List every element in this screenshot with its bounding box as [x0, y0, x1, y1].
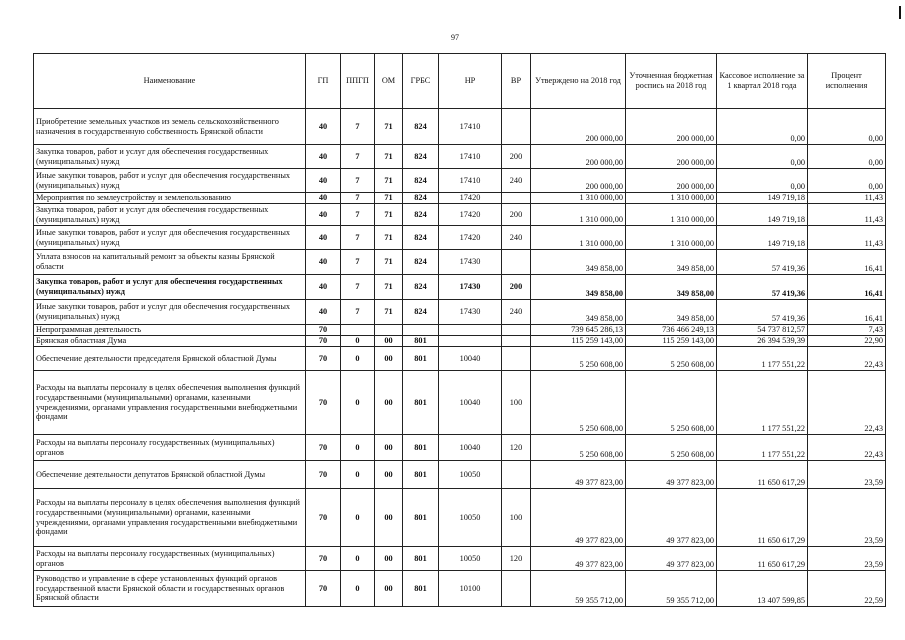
cell-approved: 200 000,00	[531, 109, 626, 145]
cell-vr: 240	[502, 300, 531, 325]
header-cash: Кассовое исполнение за 1 квартал 2018 года	[717, 54, 808, 109]
cell-grbs: 824	[403, 250, 439, 275]
table-row	[34, 275, 886, 300]
table-body	[34, 109, 886, 607]
cell-ppgp: 0	[341, 435, 375, 461]
cell-om: 00	[375, 547, 403, 571]
cell-vr	[502, 109, 531, 145]
cell-clarified: 349 858,00	[626, 275, 717, 300]
cell-vr: 100	[502, 489, 531, 547]
cell-om: 71	[375, 193, 403, 204]
cell-clarified: 49 377 823,00	[626, 489, 717, 547]
cell-gp: 40	[306, 250, 341, 275]
table-row	[34, 109, 886, 145]
cell-ppgp: 0	[341, 461, 375, 489]
cell-om: 71	[375, 145, 403, 169]
cell-np: 10040	[439, 371, 502, 435]
cell-percent: 16,41	[808, 275, 886, 300]
cell-ppgp: 7	[341, 109, 375, 145]
cell-name: Закупка товаров, работ и услуг для обеспечения государственных (муниципальных) нужд	[34, 145, 306, 169]
cell-ppgp: 7	[341, 145, 375, 169]
table-row	[34, 571, 886, 607]
cell-percent: 23,59	[808, 461, 886, 489]
cell-percent: 11,43	[808, 204, 886, 226]
cell-approved: 349 858,00	[531, 300, 626, 325]
cell-np: 10040	[439, 347, 502, 371]
cell-np: 17420	[439, 193, 502, 204]
cell-clarified: 1 310 000,00	[626, 226, 717, 250]
cell-name: Расходы на выплаты персоналу государственных (муниципальных) органов	[34, 547, 306, 571]
cell-percent: 7,43	[808, 325, 886, 336]
cell-vr	[502, 325, 531, 336]
cell-approved: 5 250 608,00	[531, 435, 626, 461]
cell-name: Непрограммная деятельность	[34, 325, 306, 336]
cell-name: Закупка товаров, работ и услуг для обеспечения государственных (муниципальных) нужд	[34, 204, 306, 226]
cell-clarified: 349 858,00	[626, 300, 717, 325]
cell-cash: 57 419,36	[717, 275, 808, 300]
cell-cash: 26 394 539,39	[717, 336, 808, 347]
cell-np: 17420	[439, 226, 502, 250]
cell-ppgp: 0	[341, 347, 375, 371]
cell-percent: 22,90	[808, 336, 886, 347]
cell-np	[439, 325, 502, 336]
cell-cash: 0,00	[717, 109, 808, 145]
cell-percent: 16,41	[808, 300, 886, 325]
cell-gp: 70	[306, 325, 341, 336]
header-approved: Утверждено на 2018 год	[531, 54, 626, 109]
table-row	[34, 371, 886, 435]
cell-name: Обеспечение деятельности депутатов Брянской областной Думы	[34, 461, 306, 489]
header-om: ОМ	[375, 54, 403, 109]
cell-cash: 54 737 812,57	[717, 325, 808, 336]
cell-vr	[502, 193, 531, 204]
cell-name: Расходы на выплаты персоналу в целях обеспечения выполнения функций государственными (муниципальными) органами, казенными учреждениями, органами управления государственными внебюджетными фондами	[34, 489, 306, 547]
cell-clarified: 49 377 823,00	[626, 461, 717, 489]
cell-name: Мероприятия по землеустройству и землепользованию	[34, 193, 306, 204]
cell-om: 00	[375, 371, 403, 435]
cell-grbs: 801	[403, 571, 439, 607]
cell-gp: 40	[306, 226, 341, 250]
cell-grbs: 801	[403, 461, 439, 489]
cell-ppgp: 0	[341, 336, 375, 347]
cell-cash: 149 719,18	[717, 193, 808, 204]
cell-cash: 13 407 599,85	[717, 571, 808, 607]
cell-gp: 70	[306, 347, 341, 371]
cell-clarified: 349 858,00	[626, 250, 717, 275]
cell-gp: 70	[306, 547, 341, 571]
cell-cash: 11 650 617,29	[717, 489, 808, 547]
cell-clarified: 59 355 712,00	[626, 571, 717, 607]
cell-percent: 0,00	[808, 169, 886, 193]
cell-om: 71	[375, 169, 403, 193]
cell-approved: 5 250 608,00	[531, 371, 626, 435]
cell-gp: 40	[306, 145, 341, 169]
cell-grbs: 801	[403, 435, 439, 461]
table-row	[34, 145, 886, 169]
cell-gp: 70	[306, 371, 341, 435]
cell-approved: 59 355 712,00	[531, 571, 626, 607]
cell-approved: 200 000,00	[531, 145, 626, 169]
cell-om: 00	[375, 336, 403, 347]
cell-ppgp: 0	[341, 547, 375, 571]
cell-name: Расходы на выплаты персоналу государственных (муниципальных) органов	[34, 435, 306, 461]
cell-vr	[502, 336, 531, 347]
cell-cash: 57 419,36	[717, 300, 808, 325]
cell-np: 17430	[439, 250, 502, 275]
cell-om: 71	[375, 226, 403, 250]
table-row	[34, 300, 886, 325]
cell-clarified: 736 466 249,13	[626, 325, 717, 336]
table-row	[34, 204, 886, 226]
table-row	[34, 325, 886, 336]
cell-grbs: 801	[403, 336, 439, 347]
page-number: 97	[451, 33, 459, 42]
table-row	[34, 547, 886, 571]
table-row	[34, 250, 886, 275]
cell-grbs: 801	[403, 371, 439, 435]
cell-approved: 49 377 823,00	[531, 547, 626, 571]
cell-grbs: 824	[403, 145, 439, 169]
cell-cash: 11 650 617,29	[717, 461, 808, 489]
header-vr: ВР	[502, 54, 531, 109]
cell-vr	[502, 347, 531, 371]
cell-grbs: 824	[403, 275, 439, 300]
cell-om: 00	[375, 489, 403, 547]
cell-ppgp: 7	[341, 204, 375, 226]
cell-gp: 40	[306, 169, 341, 193]
cell-approved: 115 259 143,00	[531, 336, 626, 347]
cell-om: 00	[375, 461, 403, 489]
cell-percent: 11,43	[808, 226, 886, 250]
cell-percent: 0,00	[808, 145, 886, 169]
cell-vr	[502, 461, 531, 489]
cell-name: Иные закупки товаров, работ и услуг для обеспечения государственных (муниципальных) нужд	[34, 226, 306, 250]
cell-name: Брянская областная Дума	[34, 336, 306, 347]
cell-clarified: 1 310 000,00	[626, 193, 717, 204]
cell-approved: 349 858,00	[531, 250, 626, 275]
cell-clarified: 1 310 000,00	[626, 204, 717, 226]
cell-ppgp: 7	[341, 275, 375, 300]
header-gp: ГП	[306, 54, 341, 109]
cell-cash: 1 177 551,22	[717, 371, 808, 435]
cell-clarified: 5 250 608,00	[626, 435, 717, 461]
cell-np: 10100	[439, 571, 502, 607]
cell-name: Руководство и управление в сфере установленных функций органов государственной власти Брянской области и государственных органов Брянской области	[34, 571, 306, 607]
cell-approved: 1 310 000,00	[531, 204, 626, 226]
header-percent: Процент исполнения	[808, 54, 886, 109]
table-row	[34, 461, 886, 489]
cell-percent: 23,59	[808, 489, 886, 547]
cell-percent: 0,00	[808, 109, 886, 145]
cell-vr: 200	[502, 145, 531, 169]
cell-ppgp: 0	[341, 571, 375, 607]
table-header-row	[34, 54, 886, 109]
cell-cash: 149 719,18	[717, 226, 808, 250]
cell-vr	[502, 250, 531, 275]
header-name: Наименование	[34, 54, 306, 109]
cell-np: 10040	[439, 435, 502, 461]
cell-om	[375, 325, 403, 336]
cell-gp: 40	[306, 300, 341, 325]
cell-percent: 22,59	[808, 571, 886, 607]
cell-gp: 40	[306, 204, 341, 226]
cell-grbs	[403, 325, 439, 336]
cell-grbs: 801	[403, 547, 439, 571]
cell-om: 71	[375, 109, 403, 145]
table-row	[34, 347, 886, 371]
cell-percent: 22,43	[808, 371, 886, 435]
cell-percent: 16,41	[808, 250, 886, 275]
cell-name: Иные закупки товаров, работ и услуг для обеспечения государственных (муниципальных) нужд	[34, 169, 306, 193]
cell-approved: 739 645 286,13	[531, 325, 626, 336]
cell-gp: 70	[306, 571, 341, 607]
table-row	[34, 169, 886, 193]
table-row	[34, 489, 886, 547]
table-row	[34, 336, 886, 347]
cell-name: Обеспечение деятельности председателя Брянской областной Думы	[34, 347, 306, 371]
table-row	[34, 435, 886, 461]
cell-clarified: 5 250 608,00	[626, 347, 717, 371]
cell-cash: 0,00	[717, 169, 808, 193]
cell-cash: 1 177 551,22	[717, 435, 808, 461]
header-ppgp: ППГП	[341, 54, 375, 109]
cell-vr: 120	[502, 435, 531, 461]
cell-vr: 200	[502, 275, 531, 300]
cell-gp: 40	[306, 109, 341, 145]
cell-approved: 200 000,00	[531, 169, 626, 193]
cell-grbs: 824	[403, 169, 439, 193]
cell-grbs: 824	[403, 226, 439, 250]
cell-np: 10050	[439, 489, 502, 547]
cell-np: 17410	[439, 169, 502, 193]
cell-name: Иные закупки товаров, работ и услуг для обеспечения государственных (муниципальных) нужд	[34, 300, 306, 325]
cell-percent: 11,43	[808, 193, 886, 204]
budget-execution-table	[33, 53, 886, 607]
cell-np: 17410	[439, 109, 502, 145]
cell-approved: 1 310 000,00	[531, 226, 626, 250]
table-row	[34, 226, 886, 250]
cell-ppgp: 0	[341, 371, 375, 435]
cell-grbs: 801	[403, 347, 439, 371]
header-clarified: Уточненная бюджетная роспись на 2018 год	[626, 54, 717, 109]
cell-cash: 149 719,18	[717, 204, 808, 226]
cell-approved: 349 858,00	[531, 275, 626, 300]
cell-vr: 120	[502, 547, 531, 571]
cell-vr	[502, 571, 531, 607]
cell-cash: 57 419,36	[717, 250, 808, 275]
cell-np	[439, 336, 502, 347]
cell-ppgp: 7	[341, 250, 375, 275]
cell-ppgp: 0	[341, 489, 375, 547]
cell-approved: 49 377 823,00	[531, 461, 626, 489]
cell-percent: 22,43	[808, 435, 886, 461]
cell-grbs: 824	[403, 300, 439, 325]
cell-om: 71	[375, 275, 403, 300]
cell-vr: 100	[502, 371, 531, 435]
cell-percent: 22,43	[808, 347, 886, 371]
cell-cash: 11 650 617,29	[717, 547, 808, 571]
cell-np: 17430	[439, 300, 502, 325]
cell-clarified: 200 000,00	[626, 109, 717, 145]
cell-percent: 23,59	[808, 547, 886, 571]
cell-np: 17430	[439, 275, 502, 300]
cell-clarified: 115 259 143,00	[626, 336, 717, 347]
cell-cash: 1 177 551,22	[717, 347, 808, 371]
cell-approved: 1 310 000,00	[531, 193, 626, 204]
cell-gp: 40	[306, 275, 341, 300]
cell-ppgp: 7	[341, 226, 375, 250]
cell-np: 17420	[439, 204, 502, 226]
cell-np: 17410	[439, 145, 502, 169]
cell-clarified: 200 000,00	[626, 145, 717, 169]
cell-om: 00	[375, 435, 403, 461]
cell-gp: 70	[306, 435, 341, 461]
cell-vr: 240	[502, 226, 531, 250]
cell-grbs: 824	[403, 193, 439, 204]
cell-clarified: 49 377 823,00	[626, 547, 717, 571]
table-row	[34, 193, 886, 204]
cell-approved: 5 250 608,00	[531, 347, 626, 371]
cell-grbs: 801	[403, 489, 439, 547]
cell-ppgp: 7	[341, 300, 375, 325]
cell-gp: 70	[306, 489, 341, 547]
cell-om: 00	[375, 571, 403, 607]
cell-grbs: 824	[403, 204, 439, 226]
header-grbs: ГРБС	[403, 54, 439, 109]
cell-vr: 240	[502, 169, 531, 193]
cell-gp: 70	[306, 461, 341, 489]
cell-name: Расходы на выплаты персоналу в целях обеспечения выполнения функций государственными (муниципальными) органами, казенными учреждениями, органами управления государственными внебюджетными фондами	[34, 371, 306, 435]
cell-om: 00	[375, 347, 403, 371]
header-np: НР	[439, 54, 502, 109]
scan-edge-mark	[899, 6, 901, 19]
cell-name: Закупка товаров, работ и услуг для обеспечения государственных (муниципальных) нужд	[34, 275, 306, 300]
cell-ppgp: 7	[341, 169, 375, 193]
cell-gp: 70	[306, 336, 341, 347]
cell-name: Уплата взносов на капитальный ремонт за объекты казны Брянской области	[34, 250, 306, 275]
cell-np: 10050	[439, 547, 502, 571]
cell-np: 10050	[439, 461, 502, 489]
cell-ppgp: 7	[341, 193, 375, 204]
cell-approved: 49 377 823,00	[531, 489, 626, 547]
cell-grbs: 824	[403, 109, 439, 145]
cell-cash: 0,00	[717, 145, 808, 169]
cell-ppgp	[341, 325, 375, 336]
cell-name: Приобретение земельных участков из земель сельскохозяйственного назначения в государственную собственность Брянской области	[34, 109, 306, 145]
cell-om: 71	[375, 204, 403, 226]
cell-om: 71	[375, 250, 403, 275]
cell-gp: 40	[306, 193, 341, 204]
cell-vr: 200	[502, 204, 531, 226]
cell-om: 71	[375, 300, 403, 325]
cell-clarified: 200 000,00	[626, 169, 717, 193]
cell-clarified: 5 250 608,00	[626, 371, 717, 435]
